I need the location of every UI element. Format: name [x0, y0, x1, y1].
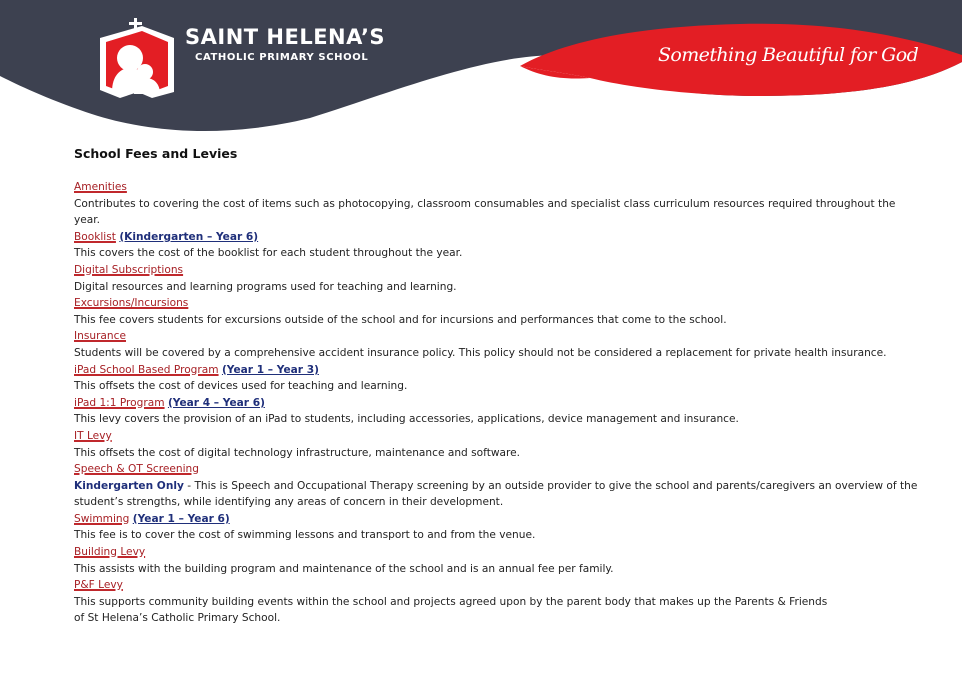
fee-description: Contributes to covering the cost of items such as photocopying, classroom consumables and specialist class curriculum resources required throughout the year.: [74, 197, 896, 227]
fee-name-building-levy[interactable]: Building Levy: [74, 546, 146, 559]
fee-description: This assists with the building program and maintenance of the school and is an annual fee per family.: [74, 562, 614, 575]
fees-content: [74, 146, 924, 627]
fee-emphasis: Kindergarten Only: [74, 479, 184, 492]
fee-item: [74, 295, 924, 328]
fee-name-swimming[interactable]: Swimming: [74, 512, 130, 525]
fee-name-ipad-school-program[interactable]: iPad School Based Program: [74, 363, 219, 376]
fee-item: [74, 179, 924, 229]
fee-description-text: - This is Speech and Occupational Therapy screening by an outside provider to give the school and parents/caregivers an overview of the student’s strengths, while identifying any areas of concern in their development.: [74, 479, 918, 509]
fee-description: This offsets the cost of devices used for teaching and learning.: [74, 380, 408, 393]
fee-name-amenities[interactable]: Amenities: [74, 181, 127, 193]
fee-description: Digital resources and learning programs used for teaching and learning.: [74, 280, 457, 293]
fee-year-range: (Year 1 – Year 3): [221, 363, 319, 376]
fee-year-range: (Year 1 – Year 6): [132, 512, 230, 525]
fee-item: [74, 395, 924, 428]
fee-item: [74, 328, 924, 361]
fee-description: This supports community building events within the school and projects agreed upon by the parent body that makes up the Parents & Friends: [74, 595, 828, 608]
header-banner: [0, 0, 962, 140]
fee-item: [74, 428, 924, 461]
school-subtitle: CATHOLIC PRIMARY SCHOOL: [195, 52, 369, 63]
fee-year-range: (Kindergarten – Year 6): [119, 230, 259, 243]
fee-name-ipad-1to1-program[interactable]: iPad 1:1 Program: [74, 396, 165, 409]
fee-name-digital-subscriptions[interactable]: Digital Subscriptions: [74, 263, 184, 276]
fee-item: [74, 229, 924, 262]
page-title: School Fees and Levies: [74, 146, 238, 161]
fee-item: [74, 544, 924, 577]
fee-name-it-levy[interactable]: IT Levy: [74, 429, 112, 442]
fee-description-line2: of St Helena’s Catholic Primary School.: [74, 612, 281, 625]
fee-description: This offsets the cost of digital technology infrastructure, maintenance and software.: [74, 446, 521, 459]
fee-name-insurance[interactable]: Insurance: [74, 330, 126, 343]
fee-year-range: (Year 4 – Year 6): [167, 396, 265, 409]
fee-description: This levy covers the provision of an iPad to students, including accessories, applications, device management and insurance.: [74, 413, 739, 426]
school-motto: Something Beautiful for God: [658, 44, 919, 66]
fee-item: [74, 461, 924, 511]
fee-description: This fee covers students for excursions outside of the school and for incursions and performances that come to the school.: [74, 313, 727, 326]
fee-item: [74, 262, 924, 295]
fee-name-excursions[interactable]: Excursions/Incursions: [74, 297, 189, 310]
fee-description: Students will be covered by a comprehensive accident insurance policy. This policy should not be considered a replacement for private health insurance.: [74, 346, 887, 359]
fee-name-pf-levy[interactable]: P&F Levy: [74, 579, 123, 592]
fee-item: [74, 362, 924, 395]
fee-description: This fee is to cover the cost of swimming lessons and transport to and from the venue.: [74, 529, 536, 542]
fee-name-booklist[interactable]: Booklist: [74, 230, 116, 243]
fee-description: [74, 478, 924, 511]
fee-description: This covers the cost of the booklist for each student throughout the year.: [74, 247, 463, 260]
fee-item: [74, 511, 924, 544]
page-header: [0, 0, 962, 140]
fee-item: [74, 577, 924, 627]
school-name: SAINT HELENA’S: [185, 25, 386, 49]
fee-name-speech-ot[interactable]: Speech & OT Screening: [74, 463, 199, 476]
